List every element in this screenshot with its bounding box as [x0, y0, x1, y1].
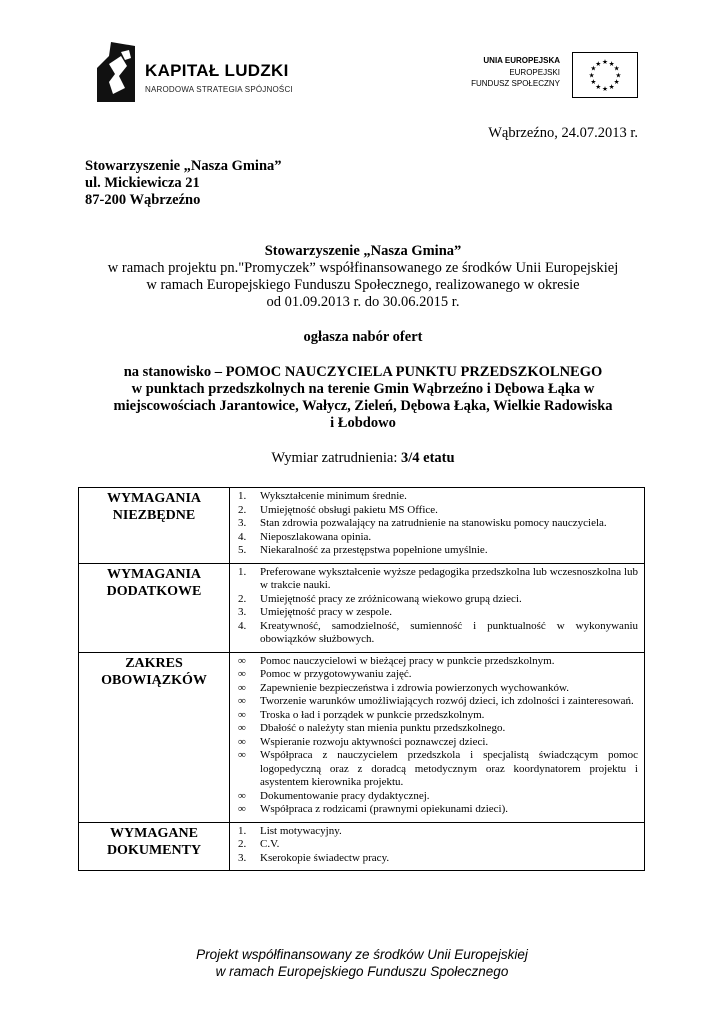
list-item-text: Pomoc w przygotowywaniu zajęć.: [260, 668, 412, 680]
list-marker: 4.: [238, 530, 247, 543]
list-marker: 3.: [238, 517, 247, 529]
list-marker: ∞: [238, 681, 246, 694]
list-item-text: Kserokopie świadectw pracy.: [260, 851, 390, 864]
list-item: [236, 695, 638, 709]
list-marker: ∞: [238, 722, 246, 734]
list-item: [236, 682, 638, 696]
list-item-text: Stan zdrowia pozwalający na zatrudnienie na stanowisku pomocy nauczyciela.: [260, 517, 607, 529]
eu-star-icon: ★: [615, 71, 622, 80]
eu-flag-icon: [572, 52, 638, 98]
section-heading: [79, 563, 230, 652]
list-item-text: Umiejętność pracy ze zróżnicowaną wiekowo grupą dzieci.: [260, 592, 522, 605]
list-marker: ∞: [238, 803, 246, 815]
list-item-text: Niekaralność za przestępstwa popełnione umyślnie.: [260, 544, 488, 556]
list-item: [236, 838, 638, 852]
list-item: [236, 544, 638, 558]
section-heading: [79, 652, 230, 822]
section-heading-line: DOKUMENTY: [106, 842, 202, 858]
list-marker: 2.: [238, 503, 247, 516]
eu-star-icon: ★: [608, 82, 615, 91]
eu-star-icon: ★: [602, 58, 608, 66]
eu-star-icon: ★: [613, 78, 620, 87]
position-line: na stanowisko – POMOC NAUCZYCIELA PUNKTU PRZEDSZKOLNEGO: [123, 364, 603, 380]
eu-logo-line3: FUNDUSZ SPOŁECZNY: [471, 79, 560, 88]
list-marker: 2.: [238, 838, 247, 850]
list-marker: ∞: [238, 695, 246, 707]
eu-star-icon: ★: [613, 64, 620, 73]
sender-address: [85, 158, 282, 209]
address-line: 87-200 Wąbrzeźno: [85, 192, 201, 208]
requirements-table: [78, 487, 645, 871]
list-item-text: Tworzenie warunków umożliwiających rozwój dzieci, ich zdolności i zainteresowań.: [260, 695, 634, 707]
list-marker: ∞: [238, 708, 246, 721]
list-item: [236, 517, 638, 531]
section-items: [230, 822, 645, 871]
eu-logo: [470, 52, 640, 98]
employment-label: Wymiar zatrudnienia:: [271, 450, 401, 466]
list-item: [236, 531, 638, 545]
employment-value: 3/4 etatu: [401, 450, 455, 466]
section-heading-line: ZAKRES: [125, 655, 183, 671]
section-items: [230, 488, 645, 564]
list-item: [236, 668, 638, 682]
list-item-text: Troska o ład i porządek w punkcie przedszkolnym.: [260, 708, 485, 721]
requirements-row: [79, 822, 645, 871]
section-heading-line: WYMAGANIA: [106, 566, 202, 582]
list-item: [236, 790, 638, 804]
list-item: [236, 606, 638, 620]
list-item-text: Kreatywność, samodzielność, sumienność i punktualność w wykonywaniu obowiązków służbowych.: [260, 619, 638, 645]
eu-star-icon: ★: [590, 64, 597, 73]
list-marker: 1.: [238, 565, 247, 578]
list-item-text: Umiejętność pracy w zespole.: [260, 606, 392, 618]
list-marker: ∞: [238, 735, 246, 748]
project-line: od 01.09.2013 r. do 30.06.2015 r.: [266, 294, 460, 310]
list-item-text: Preferowane wykształcenie wyższe pedagogika przedszkolna lub wczesnoszkolna lub w trakcie nauki.: [260, 565, 638, 591]
list-item-text: Zapewnienie bezpieczeństwa i zdrowia powierzonych wychowanków.: [260, 681, 569, 694]
section-heading-line: OBOWIĄZKÓW: [101, 672, 207, 688]
section-heading-line: DODATKOWE: [106, 583, 202, 599]
list-item-text: Dokumentowanie pracy dydaktycznej.: [260, 789, 430, 802]
list-item-text: C.V.: [260, 838, 280, 850]
employment-line: [80, 450, 646, 467]
announce-heading: ogłasza nabór ofert: [303, 329, 423, 345]
kapital-ludzki-icon: [95, 42, 137, 104]
list-marker: 3.: [238, 606, 247, 618]
position-line: w punktach przedszkolnych na terenie Gmin Wąbrzeźno i Dębowa Łąka w: [131, 381, 595, 397]
list-marker: ∞: [238, 654, 246, 667]
section-heading-line: NIEZBĘDNE: [112, 508, 196, 523]
list-marker: 5.: [238, 544, 247, 556]
eu-star-icon: ★: [602, 84, 608, 93]
eu-star-icon: ★: [590, 78, 597, 87]
section-heading-line: WYMAGANIA: [106, 491, 202, 506]
project-line: w ramach Europejskiego Funduszu Społecznego, realizowanego w okresie: [146, 277, 580, 293]
list-item: [236, 825, 638, 839]
list-item: [236, 593, 638, 607]
eu-logo-line2: EUROPEJSKI: [509, 67, 560, 77]
section-heading: [79, 822, 230, 871]
list-item: [236, 749, 638, 790]
kapital-ludzki-subtitle: NARODOWA STRATEGIA SPÓJNOŚCI: [145, 85, 293, 94]
eu-star-icon: ★: [595, 82, 602, 91]
list-item: [236, 709, 638, 723]
eu-star-icon: ★: [595, 59, 602, 68]
list-marker: ∞: [238, 668, 246, 680]
eu-star-icon: ★: [588, 71, 595, 80]
kapital-ludzki-logo: [95, 42, 315, 104]
list-item-text: Nieposzlakowana opinia.: [260, 530, 372, 543]
announcement: [80, 243, 646, 467]
position-line: miejscowościach Jarantowice, Wałycz, Zieleń, Dębowa Łąka, Wielkie Radowiska: [113, 398, 613, 414]
footer-note: [0, 946, 724, 980]
eu-logo-text: [471, 55, 560, 90]
list-marker: 2.: [238, 592, 247, 605]
organization-name: Stowarzyszenie „Nasza Gmina”: [264, 243, 462, 259]
kapital-ludzki-title: KAPITAŁ LUDZKI: [145, 61, 289, 80]
list-marker: ∞: [238, 749, 246, 761]
list-marker: 3.: [238, 851, 247, 864]
list-item: [236, 566, 638, 593]
list-item: [236, 490, 638, 504]
list-item: [236, 620, 638, 647]
list-marker: ∞: [238, 789, 246, 802]
project-line: w ramach projektu pn."Promyczek” współfinansowanego ze środków Unii Europejskiej: [107, 260, 619, 276]
footer-line: w ramach Europejskiego Funduszu Społecznego: [215, 964, 509, 979]
list-marker: 1.: [238, 824, 247, 837]
section-list: [236, 490, 638, 558]
list-marker: 4.: [238, 619, 247, 632]
footer-line: Projekt współfinansowany ze środków Unii Europejskiej: [196, 947, 528, 962]
address-line: Stowarzyszenie „Nasza Gmina”: [85, 158, 282, 174]
address-line: ul. Mickiewicza 21: [85, 175, 200, 191]
requirements-row: [79, 488, 645, 564]
place-date: Wąbrzeźno, 24.07.2013 r.: [488, 125, 638, 141]
list-item: [236, 803, 638, 817]
section-list: [236, 566, 638, 647]
requirements-row: [79, 652, 645, 822]
requirements-row: [79, 563, 645, 652]
list-item-text: Współpraca z rodzicami (prawnymi opiekunami dzieci).: [260, 803, 509, 815]
list-item-text: Umiejętność obsługi pakietu MS Office.: [260, 503, 438, 516]
list-item: [236, 655, 638, 669]
list-item-text: Współpraca z nauczycielem przedszkola i specjalistą świadczącym pomoc logopedyczną oraz z doradcą metodycznym oraz koordynatorem projektu i asystentem kierownika projektu.: [260, 749, 638, 788]
section-list: [236, 825, 638, 866]
section-items: [230, 652, 645, 822]
page-header: [0, 0, 724, 120]
list-item: [236, 852, 638, 866]
list-item: [236, 504, 638, 518]
section-heading: [79, 488, 230, 564]
section-list: [236, 655, 638, 817]
eu-star-icon: ★: [608, 59, 615, 68]
list-item-text: Wspieranie rozwoju aktywności poznawczej dzieci.: [260, 735, 489, 748]
position-line: i Łobdowo: [330, 415, 396, 431]
list-item: [236, 722, 638, 736]
section-items: [230, 563, 645, 652]
list-marker: 1.: [238, 490, 247, 502]
list-item: [236, 736, 638, 750]
section-heading-line: WYMAGANE: [110, 825, 198, 841]
list-item-text: Wykształcenie minimum średnie.: [260, 490, 407, 502]
list-item-text: List motywacyjny.: [260, 824, 342, 837]
eu-logo-line1: UNIA EUROPEJSKA: [483, 56, 560, 65]
list-item-text: Dbałość o należyty stan mienia punktu przedszkolnego.: [260, 722, 506, 734]
list-item-text: Pomoc nauczycielowi w bieżącej pracy w punkcie przedszkolnym.: [260, 654, 555, 667]
